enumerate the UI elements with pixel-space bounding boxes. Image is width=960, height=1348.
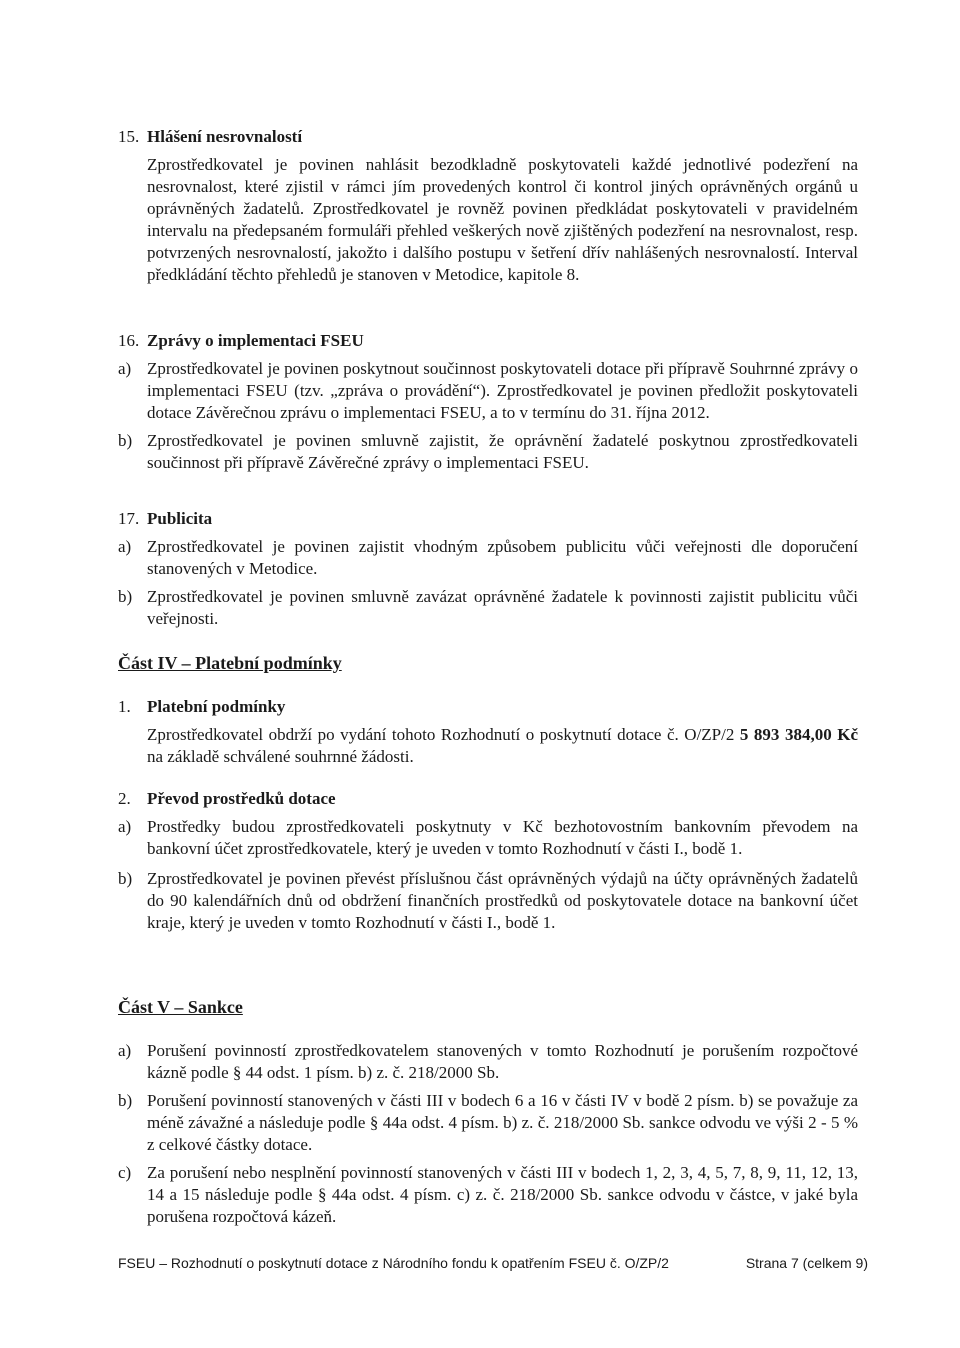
section-16 bbox=[118, 330, 858, 474]
footer-page-number: Strana 7 (celkem 9) bbox=[745, 1255, 868, 1271]
part-v-title: Část V – Sankce bbox=[118, 997, 243, 1017]
part-v-item-a: a) Porušení povinností zprostředkovatelem stanovených v tomto Rozhodnutí je porušením rozpočtové kázně podle § 44 odst. 1 písm. b) z. č. 218/2000 Sb. bbox=[118, 1041, 858, 1082]
section-15 bbox=[118, 126, 858, 286]
part-v-item-c: c) Za porušení nebo nesplnění povinností stanovených v části III v bodech 1, 2, 3, 4, 5, 7, 8, 9, 11, 12, 13, 14 a 15 následuje podle § 44a odst. 4 písm. c) z. č. 218/2000 Sb. sankce odvodu v částce, v jaké byla porušena rozpočtová kázeň. bbox=[118, 1163, 858, 1226]
section-15-text: Zprostředkovatel je povinen nahlásit bezodkladně poskytovateli každé jednotlivé podezření na nesrovnalost, které zjistil v rámci jím provedených kontrol či kontrol jiných oprávněných orgánů u oprávněných žadatelů. Zprostředkovatel je rovněž povinen předkládat poskytovateli v pravidelném intervalu na předepsaném formuláři přehled veškerých nově zjištěných podezření na nesrovnalost, resp. potvrzených nesrovnalostí, jakožto i dalšího postupu v šetření dřív nahlášených nesrovnalostí. Interval předkládání těchto přehledů je stanoven v Metodice, kapitole 8. bbox=[147, 155, 858, 284]
part-iv-point-1 bbox=[118, 696, 858, 768]
section-17-item-a: a) Zprostředkovatel je povinen zajistit vhodným způsobem publicitu vůči veřejnosti dle doporučení stanovených v Metodice. bbox=[118, 537, 858, 578]
part-iv-point-2-item-a: a) Prostředky budou zprostředkovateli poskytnuty v Kč bezhotovostním bankovním převodem na bankovní účet zprostředkovatele, který je uveden v tomto Rozhodnutí v části I., bodě 1. bbox=[118, 817, 858, 858]
part-iv-point-2-heading: 2. Převod prostředků dotace bbox=[118, 789, 336, 808]
part-v-items bbox=[118, 1034, 858, 1228]
part-iv-title: Část IV – Platební podmínky bbox=[118, 653, 342, 673]
section-16-item-b: b) Zprostředkovatel je povinen smluvně zajistit, že oprávnění žadatelé poskytnou zprostředkovateli součinnost při přípravě Závěrečné zprávy o implementaci FSEU. bbox=[118, 431, 858, 472]
section-16-heading: 16. Zprávy o implementaci FSEU bbox=[118, 331, 364, 350]
part-v-item-b: b) Porušení povinností stanovených v části III v bodech 6 a 16 v části IV v bodě 2 písm. b) se považuje za méně závažné a následuje podle § 44a odst. 4 písm. b) z. č. 218/2000 Sb. sankce odvodu ve výši 2 - 5 % z celkové částky dotace. bbox=[118, 1091, 858, 1154]
dotace-amount: 5 893 384,00 Kč bbox=[739, 725, 859, 744]
section-15-heading: 15. Hlášení nesrovnalostí bbox=[118, 127, 303, 146]
part-iv-point-2-item-b: b) Zprostředkovatel je povinen převést příslušnou část oprávněných výdajů na účty oprávněných žadatelů do 90 kalendářních dnů od obdržení finančních prostředků od poskytovatele dotace na bankovní účet kraje, který je uveden v tomto Rozhodnutí v části I., bodě 1. bbox=[118, 869, 858, 932]
footer-document-title: FSEU – Rozhodnutí o poskytnutí dotace z Národního fondu k opatřením FSEU č. O/ZP/2 bbox=[118, 1255, 669, 1271]
page-footer bbox=[118, 1252, 868, 1274]
part-iv-point-1-heading: 1. Platební podmínky bbox=[118, 697, 286, 716]
section-17 bbox=[118, 508, 858, 630]
section-17-item-b: b) Zprostředkovatel je povinen smluvně zavázat oprávněné žadatele k povinnosti zajistit publicitu vůči veřejnosti. bbox=[118, 587, 858, 628]
section-17-heading: 17. Publicita bbox=[118, 509, 213, 528]
part-iv-point-1-text: Zprostředkovatel obdrží po vydání tohoto Rozhodnutí o poskytnutí dotace č. O/ZP/2 5 893 384,00 Kč na základě schválené souhrnné žádosti. bbox=[147, 725, 859, 766]
part-iv-point-2 bbox=[118, 788, 858, 934]
section-16-item-a: a) Zprostředkovatel je povinen poskytnout součinnost poskytovateli dotace při přípravě Souhrnné zprávy o implementaci FSEU (tzv. „zpráva o provádění“). Zprostředkovatel je povinen předložit poskytovateli dotace Závěrečnou zprávu o implementaci FSEU, a to v termínu do 31. října 2012. bbox=[118, 359, 858, 422]
